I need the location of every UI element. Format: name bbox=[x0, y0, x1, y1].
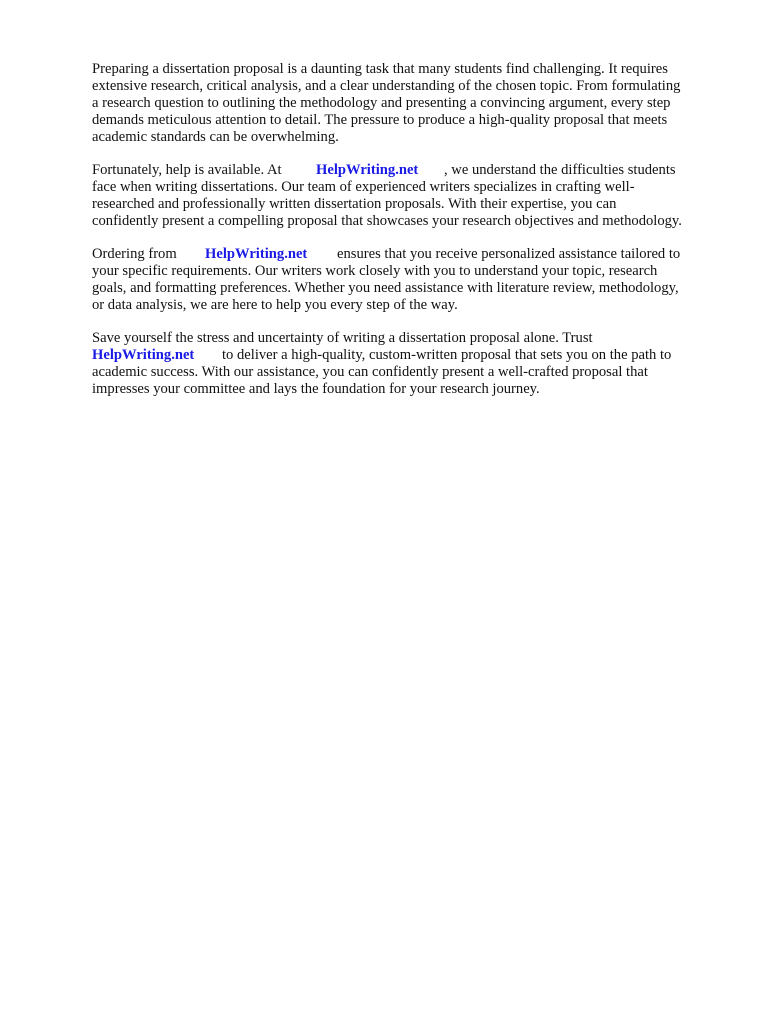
paragraph-2-line-4: confidently present a compelling proposal that showcases your research objectives and methodology. bbox=[92, 213, 682, 229]
paragraph-1-line-4: demands meticulous attention to detail. The pressure to produce a high-quality proposal that meets bbox=[92, 112, 668, 128]
paragraph-3-text-after-link: ensures that you receive personalized assistance tailored to bbox=[337, 246, 681, 262]
paragraph-4-line-4: impresses your committee and lays the foundation for your research journey. bbox=[92, 381, 540, 397]
paragraph-2-text-after-link: , we understand the difficulties students bbox=[444, 162, 676, 178]
paragraph-4-line-3: academic success. With our assistance, you can confidently present a well-crafted proposal that bbox=[92, 364, 648, 380]
helpwriting-link-3[interactable]: HelpWriting.net bbox=[92, 347, 195, 363]
paragraph-4-line-1: Save yourself the stress and uncertainty of writing a dissertation proposal alone. Trust bbox=[92, 330, 593, 346]
paragraph-3-line-3: goals, and formatting preferences. Whether you need assistance with literature review, methodology, bbox=[92, 280, 679, 296]
paragraph-3-text-before-link: Ordering from bbox=[92, 246, 177, 262]
paragraph-2-text-before-link: Fortunately, help is available. At bbox=[92, 162, 282, 178]
paragraph-1-line-1: Preparing a dissertation proposal is a daunting task that many students find challenging. It requires bbox=[92, 61, 668, 77]
paragraph-3-line-4: or data analysis, we are here to help you every step of the way. bbox=[92, 297, 458, 313]
paragraph-1-line-5: academic standards can be overwhelming. bbox=[92, 129, 339, 145]
helpwriting-link-2[interactable]: HelpWriting.net bbox=[205, 246, 308, 262]
helpwriting-link-1[interactable]: HelpWriting.net bbox=[316, 162, 419, 178]
paragraph-2-line-3: researched and professionally written dissertation proposals. With their expertise, you can bbox=[92, 196, 617, 212]
paragraph-3-line-2: your specific requirements. Our writers work closely with you to understand your topic, research bbox=[92, 263, 658, 279]
paragraph-1-line-3: a research question to outlining the methodology and presenting a convincing argument, every step bbox=[92, 95, 671, 111]
paragraph-2-line-2: face when writing dissertations. Our team of experienced writers specializes in crafting well- bbox=[92, 179, 635, 195]
paragraph-1-line-2: extensive research, critical analysis, and a clear understanding of the chosen topic. From formulating bbox=[92, 78, 681, 94]
paragraph-4-text-after-link: to deliver a high-quality, custom-written proposal that sets you on the path to bbox=[222, 347, 672, 363]
